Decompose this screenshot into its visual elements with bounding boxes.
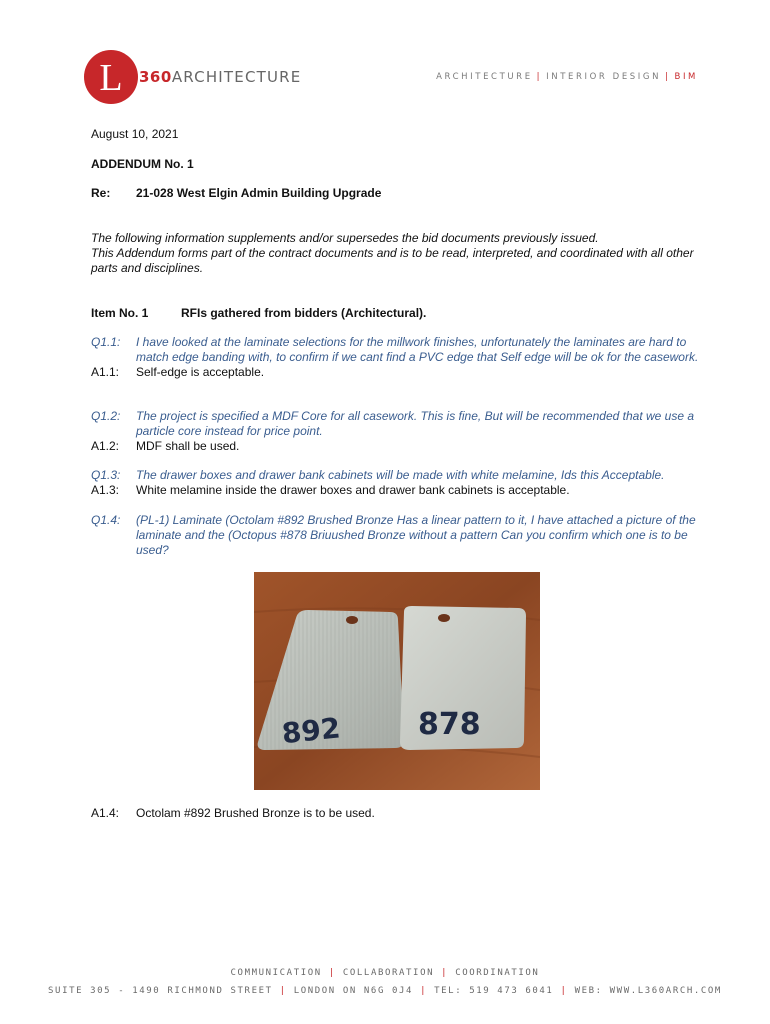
sample-label: 892 bbox=[280, 711, 342, 751]
re-label: Re: bbox=[91, 186, 111, 200]
qa-block bbox=[91, 468, 711, 498]
laminate-samples-photo bbox=[254, 572, 540, 790]
answer-row bbox=[91, 439, 711, 454]
answer-label: A1.2: bbox=[91, 439, 120, 453]
company-name bbox=[139, 68, 301, 86]
question-row bbox=[91, 468, 711, 483]
sample-label: 878 bbox=[418, 707, 481, 742]
logo-word: ARCHITECTURE bbox=[171, 68, 302, 86]
document-date: August 10, 2021 bbox=[91, 127, 179, 141]
question-row bbox=[91, 335, 711, 365]
question-text: The drawer boxes and drawer bank cabinets will be made with white melamine, Ids this Acceptable. bbox=[136, 468, 665, 482]
intro-line: This Addendum forms part of the contract documents and is to be read, interpreted, and coordinated with all other parts and disciplines. bbox=[91, 246, 694, 275]
question-label: Q1.4: bbox=[91, 513, 121, 527]
footer-item: COLLABORATION bbox=[342, 968, 435, 978]
intro-line: The following information supplements and/or supersedes the bid documents previously issued. bbox=[91, 231, 599, 245]
tagline-item: BIM bbox=[674, 72, 698, 82]
footer-item: COORDINATION bbox=[455, 968, 540, 978]
question-text: I have looked at the laminate selections for the millwork finishes, unfortunately the laminates are hard to match edge banding with, to confirm if we cant find a PVC edge that Self edge will be ok for the casework. bbox=[136, 335, 699, 364]
qa-block bbox=[91, 409, 711, 454]
footer-address: SUITE 305 - 1490 RICHMOND STREET bbox=[48, 986, 273, 996]
answer-text: Octolam #892 Brushed Bronze is to be used. bbox=[136, 806, 375, 820]
addendum-title: ADDENDUM No. 1 bbox=[91, 157, 194, 171]
answer-text: White melamine inside the drawer boxes and drawer bank cabinets is acceptable. bbox=[136, 483, 570, 497]
qa-block bbox=[91, 335, 711, 380]
answer-row bbox=[91, 806, 711, 821]
question-row bbox=[91, 513, 711, 558]
answer-text: MDF shall be used. bbox=[136, 439, 240, 453]
footer-contact: SUITE 305 - 1490 RICHMOND STREET | LONDON ON N6G 0J4 | TEL: 519 473 6041 | WEB: WWW.L360ARCH.COM bbox=[48, 986, 722, 996]
footer-city: LONDON ON N6G 0J4 bbox=[293, 986, 414, 996]
question-label: Q1.3: bbox=[91, 468, 121, 482]
footer-web: WEB: WWW.L360ARCH.COM bbox=[574, 986, 722, 996]
tagline-item: ARCHITECTURE bbox=[436, 72, 533, 82]
qa-block bbox=[91, 513, 711, 558]
question-row bbox=[91, 409, 711, 439]
answer-text: Self-edge is acceptable. bbox=[136, 365, 265, 379]
answer-label: A1.1: bbox=[91, 365, 120, 379]
question-text: The project is specified a MDF Core for all casework. This is fine, But will be recommended that we use a particle core instead for price point. bbox=[136, 409, 695, 438]
footer-phone: TEL: 519 473 6041 bbox=[434, 986, 554, 996]
item-title: RFIs gathered from bidders (Architectural). bbox=[181, 306, 427, 320]
question-text: (PL-1) Laminate (Octolam #892 Brushed Bronze Has a linear pattern to it, I have attached a picture of the laminate and the (Octopus #878 Briuushed Bronze without a pattern Can you confirm which one is to be used? bbox=[136, 513, 696, 557]
footer-motto: COMMUNICATION | COLLABORATION | COORDINATION bbox=[230, 968, 540, 978]
answer-label: A1.4: bbox=[91, 806, 120, 820]
qa-block bbox=[91, 806, 711, 821]
letterhead-tagline: ARCHITECTURE | INTERIOR DESIGN | BIM bbox=[436, 72, 698, 82]
logo-number: 360 bbox=[139, 68, 172, 86]
question-label: Q1.1: bbox=[91, 335, 121, 349]
question-label: Q1.2: bbox=[91, 409, 121, 423]
answer-row bbox=[91, 483, 711, 498]
answer-label: A1.3: bbox=[91, 483, 120, 497]
footer-item: COMMUNICATION bbox=[230, 968, 322, 978]
company-logo bbox=[84, 50, 138, 104]
tagline-item: INTERIOR DESIGN bbox=[546, 72, 662, 82]
item-label: Item No. 1 bbox=[91, 306, 149, 320]
answer-row bbox=[91, 365, 711, 380]
logo-letter: L bbox=[99, 57, 123, 99]
project-title: 21-028 West Elgin Admin Building Upgrade bbox=[136, 186, 382, 200]
